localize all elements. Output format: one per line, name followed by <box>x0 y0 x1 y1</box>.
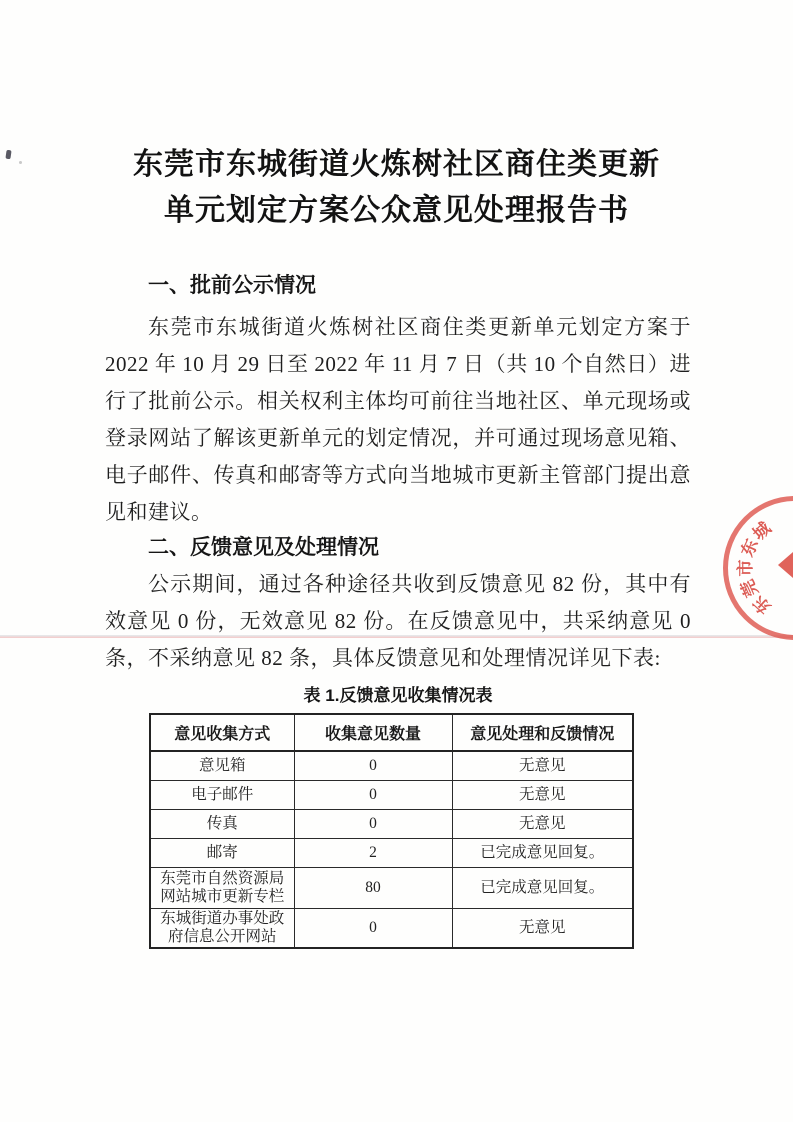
stamp-character: 东 <box>737 536 762 560</box>
table-row <box>150 839 633 868</box>
ink-speck <box>19 161 22 164</box>
table-row <box>150 751 633 781</box>
cell-method: 东莞市自然资源局网站城市更新专栏 <box>150 868 294 909</box>
table-row <box>150 868 633 909</box>
document-title <box>0 0 793 234</box>
cell-count: 0 <box>294 810 452 839</box>
table-caption: 表 1.反馈意见收集情况表 <box>303 686 493 705</box>
header-collection-method: 意见收集方式 <box>150 714 294 751</box>
table-header-row <box>150 714 633 751</box>
document-body <box>105 271 691 949</box>
cell-method: 传真 <box>150 810 294 839</box>
cell-count: 2 <box>294 839 452 868</box>
cell-count: 0 <box>294 909 452 949</box>
section-2-heading: 二、反馈意见及处理情况 <box>148 536 379 559</box>
cell-handling: 无意见 <box>452 751 633 781</box>
cell-method: 意见箱 <box>150 751 294 781</box>
cell-count: 0 <box>294 751 452 781</box>
stamp-character: 市 <box>736 559 755 577</box>
cell-handling: 已完成意见回复。 <box>452 868 633 909</box>
section-1-heading: 一、批前公示情况 <box>148 274 316 297</box>
section-2-paragraph: 公示期间，通过各种途径共收到反馈意见 82 份，其中有效意见 0 份，无效意见 82 份。在反馈意见中，共采纳意见 0 条，不采纳意见 82 条，具体反馈意见和处理情况详见下表: <box>105 572 691 670</box>
feedback-table <box>149 713 634 949</box>
stamp-character: 城 <box>749 518 775 544</box>
section-1-paragraph: 东莞市东城街道火炼树社区商住类更新单元划定方案于 2022 年 10 月 29 日至 2022 年 11 月 7 日（共 10 个自然日）进行了批前公示。相关权利主体均可前往当地社区、单元现场或登录网站了解该更新单元的划定情况，并可通过现场意见箱、电子邮件、传真和邮寄等方式向当地城市更新主管部门提出意见和建议。 <box>105 315 691 524</box>
cell-method: 东城街道办事处政府信息公开网站 <box>150 909 294 949</box>
stamp-character: 莞 <box>737 576 762 600</box>
cell-method: 邮寄 <box>150 839 294 868</box>
cell-count: 0 <box>294 781 452 810</box>
cell-count: 80 <box>294 868 452 909</box>
table-row <box>150 810 633 839</box>
cell-handling: 已完成意见回复。 <box>452 839 633 868</box>
cell-method: 电子邮件 <box>150 781 294 810</box>
document-title-line-2: 单元划定方案公众意见处理报告书 <box>164 194 629 227</box>
table-row <box>150 909 633 949</box>
table-row <box>150 781 633 810</box>
cell-handling: 无意见 <box>452 810 633 839</box>
header-opinion-count: 收集意见数量 <box>294 714 452 751</box>
cell-handling: 无意见 <box>452 909 633 949</box>
header-handling-feedback: 意见处理和反馈情况 <box>452 714 633 751</box>
document-title-line-1: 东莞市东城街道火炼树社区商住类更新 <box>133 148 660 181</box>
stamp-star-icon <box>778 552 793 578</box>
stamp-character: 东 <box>749 592 775 618</box>
cell-handling: 无意见 <box>452 781 633 810</box>
